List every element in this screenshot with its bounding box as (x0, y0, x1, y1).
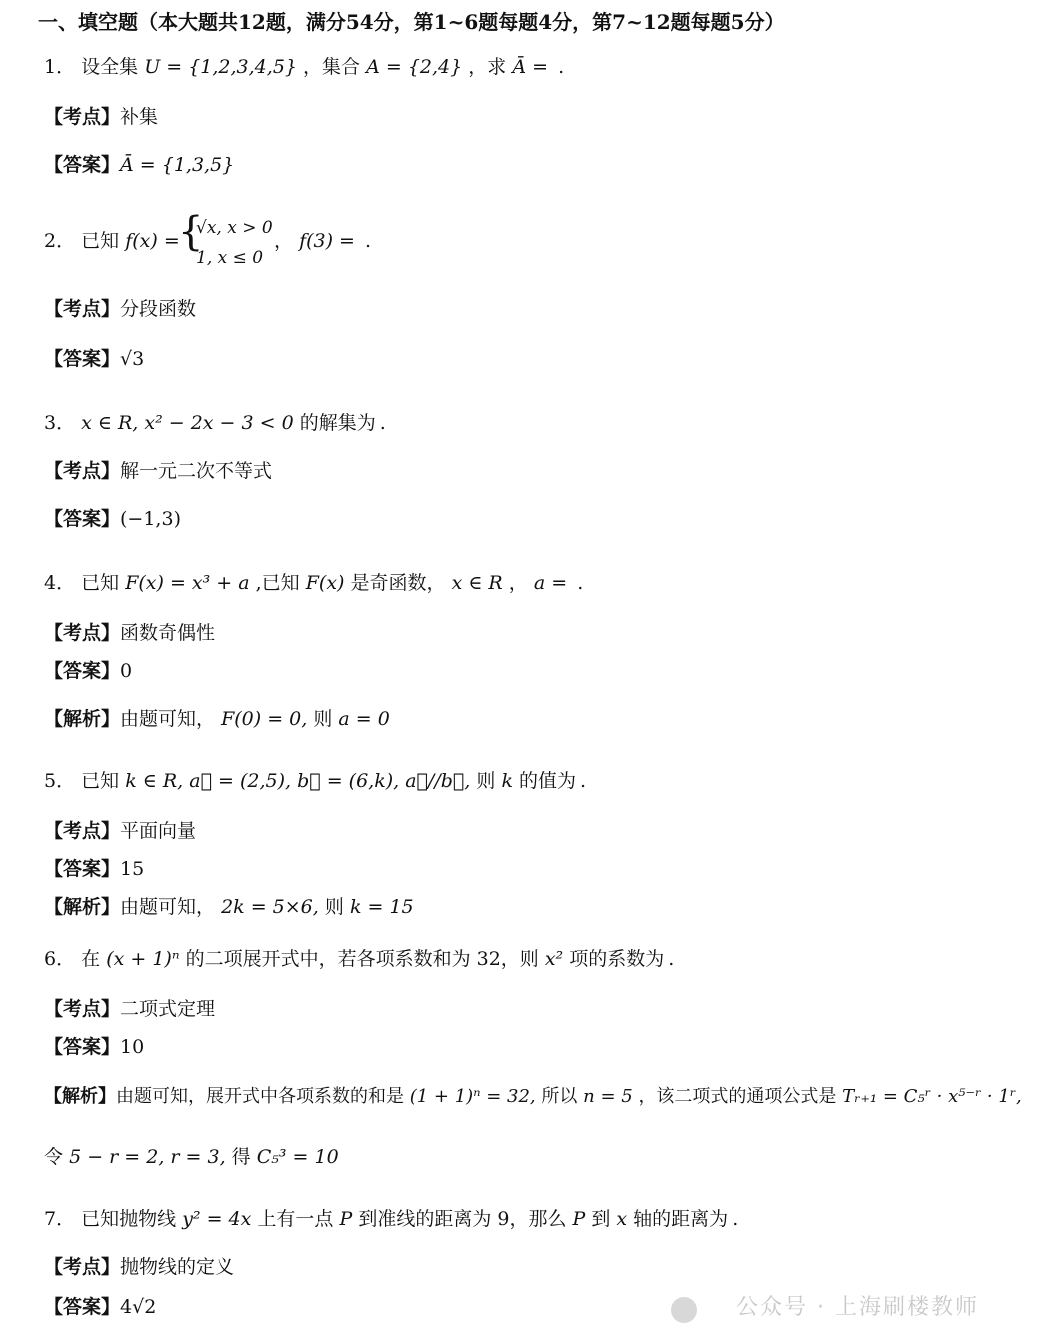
question-6: 6． 在 (x + 1)ⁿ 的二项展开式中，若各项系数和为 32，则 x² 项的系数为 . (44, 948, 675, 970)
question-number: 2． (44, 230, 76, 252)
question-7: 7． 已知抛物线 y² = 4x 上有一点 P 到准线的距离为 9，那么 P 到 x 轴的距离为 . (44, 1208, 739, 1230)
daan-7: 【答案】4√2 (44, 1296, 157, 1318)
daan-4: 【答案】0 (44, 660, 133, 682)
kaodian-7: 【考点】抛物线的定义 (44, 1256, 235, 1278)
piecewise-brace: { (178, 209, 204, 255)
kaodian-6: 【考点】二项式定理 (44, 998, 216, 1020)
question-4: 4． 已知 F(x) = x³ + a ,已知 F(x) 是奇函数， x ∈ R ， a = . (44, 572, 584, 594)
jiexi-6: 【解析】由题可知，展开式中各项系数的和是 (1 + 1)ⁿ = 32, 所以 n = 5 ，该二项式的通项公式是 Tᵣ₊₁ = C₅ʳ · x⁵⁻ʳ · 1ʳ, (44, 1086, 1022, 1107)
kaodian-3: 【考点】解一元二次不等式 (44, 460, 273, 482)
question-5: 5． 已知 k ∈ R, a⃗ = (2,5), b⃗ = (6,k), a⃗//b⃗, 则 k 的值为 . (44, 770, 587, 792)
piece-1: √x, x > 0 (196, 218, 273, 238)
daan-5: 【答案】15 (44, 858, 145, 880)
question-number: 5． (44, 770, 76, 792)
question-3: 3． x ∈ R, x² − 2x − 3 < 0 的解集为 . (44, 412, 386, 434)
daan-3: 【答案】(−1,3) (44, 508, 181, 530)
daan-1: 【答案】Ā = {1,3,5} (44, 154, 235, 176)
question-number: 7． (44, 1208, 76, 1230)
question-number: 3． (44, 412, 76, 434)
piece-2: 1, x ≤ 0 (196, 248, 264, 268)
question-2: 2． 已知 f(x) = (44, 230, 180, 252)
daan-2: 【答案】√3 (44, 348, 145, 370)
watermark-text: 公众号 · 上海刷楼教师 (736, 1295, 979, 1320)
daan-6: 【答案】10 (44, 1036, 145, 1058)
question-2-tail: ， f(3) = . (274, 230, 372, 252)
section-title: 一、填空题（本大题共12题，满分54分，第1~6题每题4分，第7~12题每题5分） (38, 10, 785, 34)
question-1: 1． 设全集 U = {1,2,3,4,5} ，集合 A = {2,4} ，求 Ā = . (44, 56, 565, 78)
jiexi-4: 【解析】由题可知， F(0) = 0, 则 a = 0 (44, 708, 390, 730)
jiexi-5: 【解析】由题可知， 2k = 5×6, 则 k = 15 (44, 896, 414, 918)
jiexi-6-cont: 令 5 − r = 2, r = 3, 得 C₅³ = 10 (44, 1146, 339, 1168)
question-number: 6． (44, 948, 76, 970)
kaodian-5: 【考点】平面向量 (44, 820, 197, 842)
kaodian-4: 【考点】函数奇偶性 (44, 622, 216, 644)
question-number: 4． (44, 572, 76, 594)
kaodian-2: 【考点】分段函数 (44, 298, 197, 320)
kaodian-1: 【考点】补集 (44, 106, 159, 128)
watermark-logo-icon (671, 1297, 697, 1323)
question-number: 1． (44, 56, 76, 78)
